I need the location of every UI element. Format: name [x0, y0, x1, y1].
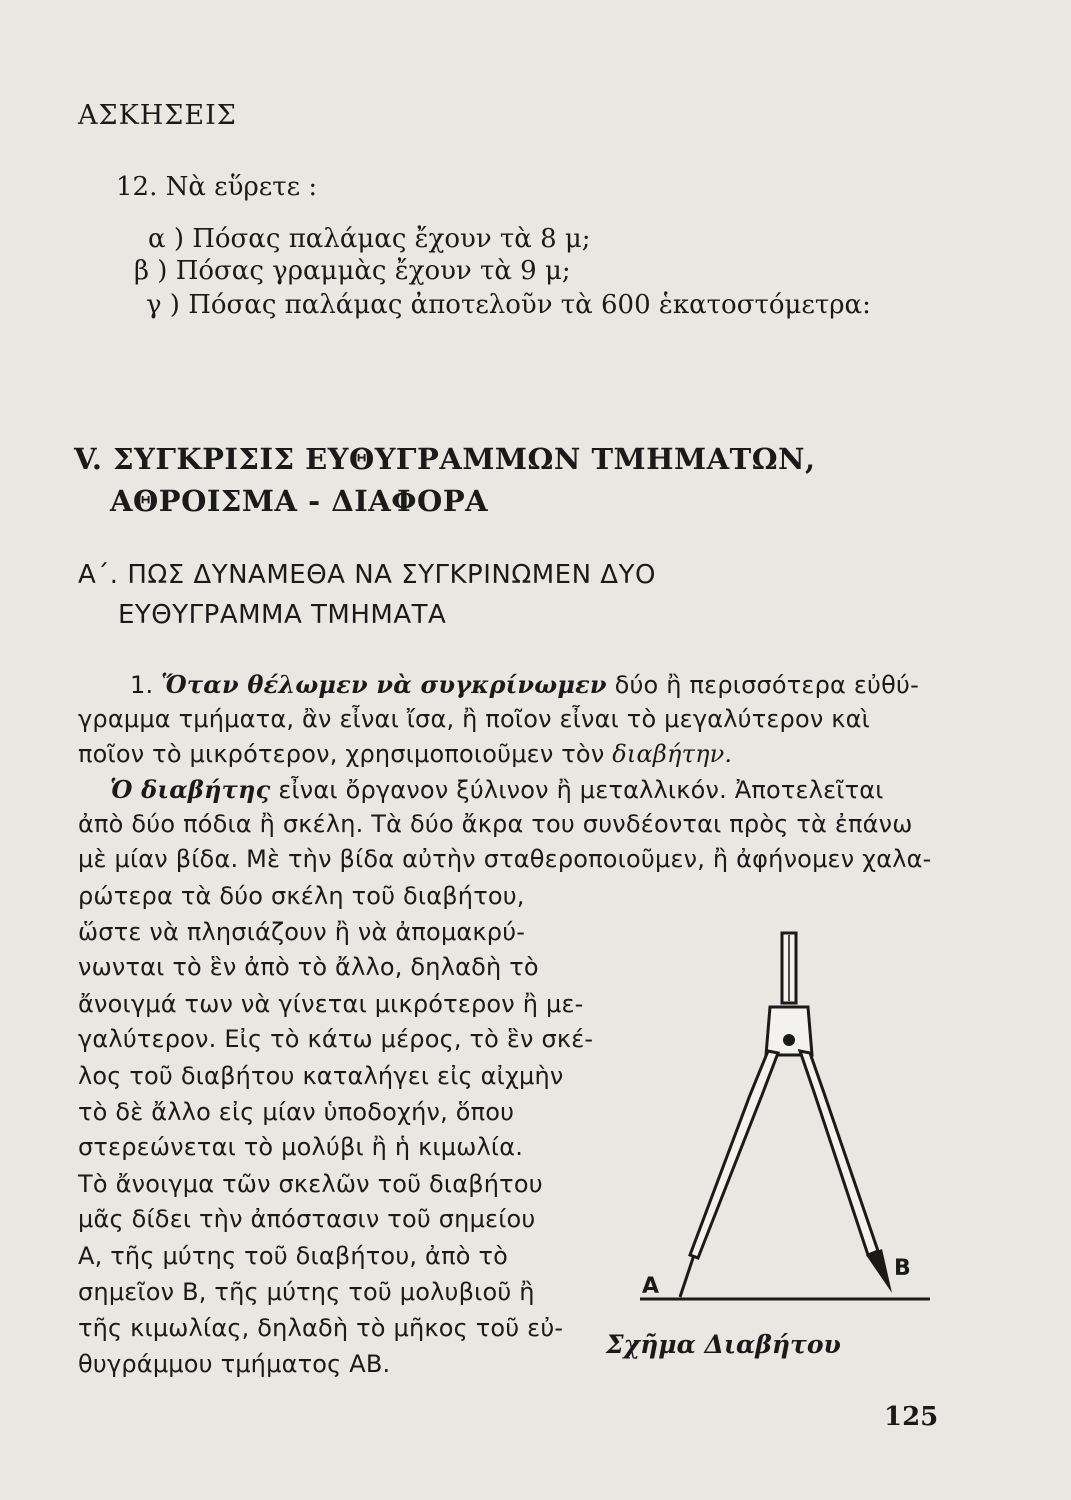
subsection-title-line1: Α΄. ΠΩΣ ΔΥΝΑΜΕΘΑ ΝΑ ΣΥΓΚΡΙΝΩΜΕΝ ΔΥΟ — [78, 560, 656, 590]
exercise-item-b — [134, 256, 571, 286]
figure-caption: Σχῆμα Διαβήτου — [606, 1330, 841, 1359]
exercise-marker: γ ) — [146, 290, 180, 320]
exercise-item-a — [148, 224, 591, 254]
paragraph1-line3 — [78, 740, 732, 768]
exercise-marker: β ) — [134, 256, 168, 286]
paragraph2-line: ρώτερα τὰ δύο σκέλη τοῦ διαβήτου, — [78, 882, 525, 910]
page-number: 125 — [884, 1402, 939, 1432]
paragraph2-line: ἄνοιγμά των νὰ γίνεται μικρότερον ἢ με- — [78, 990, 584, 1018]
paragraph2-line: μᾶς δίδει τὴν ἀπόστασιν τοῦ σημείου — [78, 1205, 536, 1233]
paragraph2-line: τὸ δὲ ἄλλο εἰς μίαν ὑποδοχήν, ὅπου — [78, 1098, 515, 1126]
paragraph2-line: Τὸ ἄνοιγμα τῶν σκελῶν τοῦ διαβήτου — [78, 1170, 543, 1198]
paragraph2-line: σημεῖον Β, τῆς μύτης τοῦ μολυβιοῦ ἢ — [78, 1278, 535, 1306]
compass-head — [766, 1007, 812, 1055]
exercises-heading: ΑΣΚΗΣΕΙΣ — [78, 100, 237, 131]
compass-pencil-tip — [866, 1249, 892, 1293]
exercise-text: Πόσας παλάμας ἔχουν τὰ 8 μ; — [192, 224, 591, 254]
paragraph2-line: Α, τῆς μύτης τοῦ διαβήτου, ἀπὸ τὸ — [78, 1242, 508, 1270]
compass-leg-a — [690, 1051, 778, 1258]
paragraph2-line: στερεώνεται τὸ μολύβι ἢ ἡ κιμωλία. — [78, 1133, 524, 1161]
paragraph2-line: γαλύτερον. Εἰς τὸ κάτω μέρος, τὸ ἓν σκέ- — [78, 1025, 594, 1053]
paragraph2-line: νωνται τὸ ἓν ἀπὸ τὸ ἄλλο, δηλαδὴ τὸ — [78, 953, 539, 981]
section-title-line2: ΑΘΡΟΙΣΜΑ - ΔΙΑΦΟΡΑ — [110, 484, 489, 518]
emphasis-text: Ὁ διαβήτης — [110, 775, 271, 804]
paragraph2-line: μὲ μίαν βίδα. Μὲ τὴν βίδα αὐτὴν σταθεροποιοῦμεν, ἢ ἀφήνομεν χαλα- — [78, 845, 932, 873]
paragraph-number: 1. — [130, 671, 162, 699]
point-a-label: Α — [642, 1274, 660, 1299]
paragraph2-line: θυγράμμου τμήματος ΑΒ. — [78, 1350, 391, 1378]
exercise-marker: α ) — [148, 224, 184, 254]
exercise-text: Πόσας παλάμας ἀποτελοῦν τὰ 600 ἑκατοστόμετρα: — [188, 290, 871, 320]
compass-figure — [600, 925, 940, 1325]
paragraph-text: εἶναι ὄργανον ξύλινον ἢ μεταλλικόν. Ἀποτελεῖται — [270, 776, 884, 804]
compass-leg-b — [800, 1051, 878, 1255]
exercise-text: Πόσας γραμμὰς ἔχουν τὰ 9 μ; — [175, 256, 571, 286]
section-title-line1: V. ΣΥΓΚΡΙΣΙΣ ΕΥΘΥΓΡΑΜΜΩΝ ΤΜΗΜΑΤΩΝ, — [74, 442, 816, 476]
compass-screw — [783, 1034, 795, 1046]
paragraph2-line: λος τοῦ διαβήτου καταλήγει εἰς αἰχμὴν — [78, 1062, 564, 1090]
subsection-title-line2: ΕΥΘΥΓΡΑΜΜΑ ΤΜΗΜΑΤΑ — [118, 600, 447, 630]
compass-needle — [680, 1255, 694, 1297]
paragraph2-line: ἀπὸ δύο πόδια ἢ σκέλη. Τὰ δύο ἄκρα του συνδέονται πρὸς τὰ ἐπάνω — [78, 810, 913, 838]
exercise-intro: 12. Νὰ εὕρετε : — [116, 172, 318, 202]
paragraph2-line: τῆς κιμωλίας, δηλαδὴ τὸ μῆκος τοῦ εὐ- — [78, 1314, 564, 1342]
point-b-label: Β — [894, 1256, 911, 1281]
paragraph-text: δύο ἢ περισσότερα εὐθύ- — [606, 671, 919, 699]
paragraph1-line2: γραμμα τμήματα, ἂν εἶναι ἴσα, ἢ ποῖον εἶναι τὸ μεγαλύτερον καὶ — [78, 705, 870, 733]
exercise-item-c — [146, 290, 871, 320]
paragraph1-line1 — [130, 670, 919, 699]
italic-term: διαβήτην. — [612, 740, 733, 768]
paragraph-text: ποῖον τὸ μικρότερον, χρησιμοποιοῦμεν τὸν — [78, 740, 613, 768]
paragraph2-line: ὥστε νὰ πλησιάζουν ἢ νὰ ἀπομακρύ- — [78, 918, 526, 946]
paragraph2-line1 — [110, 775, 884, 804]
emphasis-text: Ὅταν θέλωμεν νὰ συγκρίνωμεν — [161, 670, 607, 699]
